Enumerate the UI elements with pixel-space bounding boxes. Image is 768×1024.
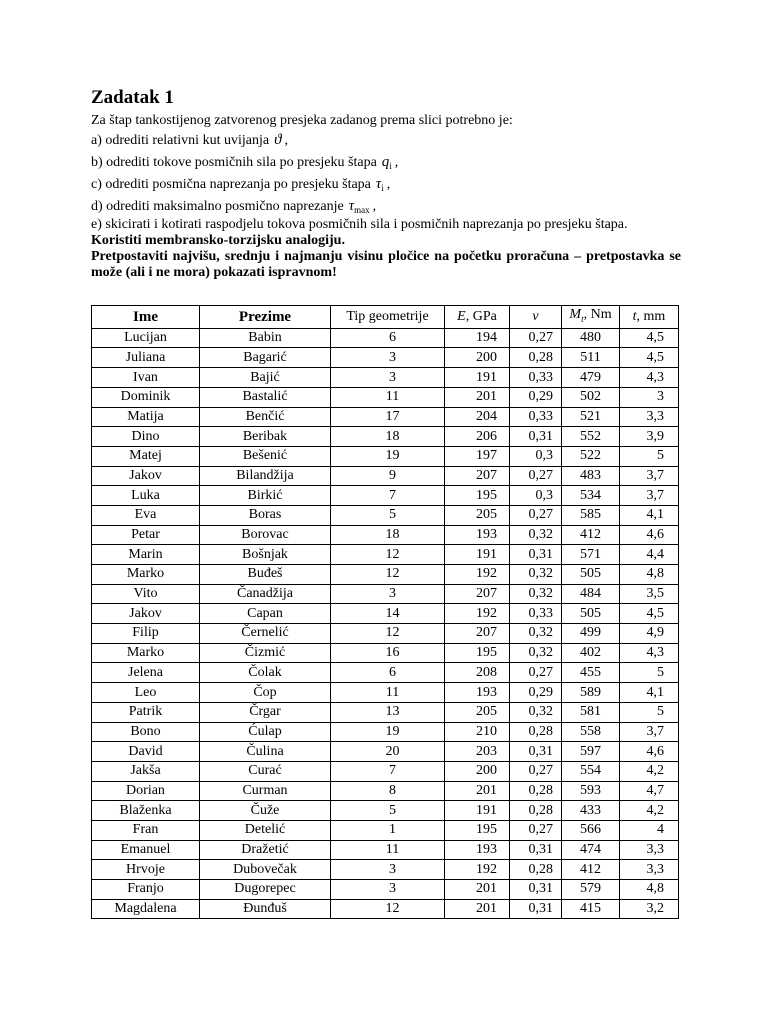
cell-mt: 593 bbox=[562, 781, 620, 801]
cell-mt: 480 bbox=[562, 328, 620, 348]
header-mt bbox=[562, 306, 620, 329]
cell-prezime: Birkić bbox=[200, 486, 331, 506]
cell-tip: 19 bbox=[331, 722, 445, 742]
cell-nu: 0,3 bbox=[510, 446, 562, 466]
cell-nu: 0,33 bbox=[510, 368, 562, 388]
cell-ime: Matija bbox=[92, 407, 200, 427]
cell-t: 3,7 bbox=[620, 722, 679, 742]
cell-mt: 499 bbox=[562, 624, 620, 644]
cell-nu: 0,32 bbox=[510, 584, 562, 604]
cell-e: 195 bbox=[445, 643, 510, 663]
task-text: b) odrediti tokove posmičnih sila po presjeku štapa bbox=[91, 155, 377, 170]
cell-ime: David bbox=[92, 742, 200, 762]
cell-tip: 18 bbox=[331, 427, 445, 447]
header-mt-sub: t bbox=[581, 313, 584, 324]
cell-ime: Dominik bbox=[92, 387, 200, 407]
cell-mt: 597 bbox=[562, 742, 620, 762]
cell-e: 200 bbox=[445, 348, 510, 368]
cell-ime: Dorian bbox=[92, 781, 200, 801]
table-row bbox=[92, 742, 679, 762]
cell-e: 201 bbox=[445, 781, 510, 801]
page-title: Zadatak 1 bbox=[91, 87, 174, 108]
table-row bbox=[92, 505, 679, 525]
cell-prezime: Černelić bbox=[200, 624, 331, 644]
table-row bbox=[92, 525, 679, 545]
cell-ime: Emanuel bbox=[92, 840, 200, 860]
cell-tip: 9 bbox=[331, 466, 445, 486]
cell-t: 4,1 bbox=[620, 683, 679, 703]
cell-tip: 6 bbox=[331, 663, 445, 683]
cell-ime: Marko bbox=[92, 643, 200, 663]
cell-prezime: Đunđuš bbox=[200, 899, 331, 919]
cell-nu: 0,29 bbox=[510, 683, 562, 703]
cell-t: 4 bbox=[620, 820, 679, 840]
task-text: d) odrediti maksimalno posmično naprezanje bbox=[91, 199, 344, 214]
cell-e: 195 bbox=[445, 820, 510, 840]
table-row bbox=[92, 604, 679, 624]
cell-e: 197 bbox=[445, 446, 510, 466]
cell-e: 201 bbox=[445, 387, 510, 407]
cell-ime: Bono bbox=[92, 722, 200, 742]
cell-t: 4,7 bbox=[620, 781, 679, 801]
cell-ime: Leo bbox=[92, 683, 200, 703]
intro-text: Za štap tankostijenog zatvorenog presjeka zadanog prema slici potrebno je: bbox=[91, 113, 513, 128]
cell-tip: 14 bbox=[331, 604, 445, 624]
task-end: , bbox=[386, 177, 391, 192]
cell-nu: 0,28 bbox=[510, 722, 562, 742]
table-row bbox=[92, 584, 679, 604]
cell-ime: Hrvoje bbox=[92, 860, 200, 880]
cell-nu: 0,28 bbox=[510, 781, 562, 801]
task-symbol-sub: i bbox=[381, 183, 384, 193]
cell-prezime: Čanadžija bbox=[200, 584, 331, 604]
cell-tip: 11 bbox=[331, 387, 445, 407]
cell-e: 193 bbox=[445, 840, 510, 860]
cell-ime: Fran bbox=[92, 820, 200, 840]
cell-t: 4,5 bbox=[620, 604, 679, 624]
task-symbol bbox=[376, 176, 384, 192]
cell-tip: 19 bbox=[331, 446, 445, 466]
table-row bbox=[92, 466, 679, 486]
task-item bbox=[91, 173, 681, 195]
cell-ime: Petar bbox=[92, 525, 200, 545]
cell-nu: 0,27 bbox=[510, 466, 562, 486]
cell-mt: 579 bbox=[562, 880, 620, 900]
cell-prezime: Črgar bbox=[200, 702, 331, 722]
cell-nu: 0,28 bbox=[510, 348, 562, 368]
cell-mt: 483 bbox=[562, 466, 620, 486]
header-e bbox=[445, 306, 510, 329]
cell-tip: 7 bbox=[331, 486, 445, 506]
cell-e: 195 bbox=[445, 486, 510, 506]
cell-mt: 534 bbox=[562, 486, 620, 506]
header-t-unit: , mm bbox=[636, 308, 666, 324]
cell-nu: 0,27 bbox=[510, 505, 562, 525]
cell-ime: Ivan bbox=[92, 368, 200, 388]
cell-e: 192 bbox=[445, 604, 510, 624]
cell-mt: 502 bbox=[562, 387, 620, 407]
cell-e: 201 bbox=[445, 899, 510, 919]
table-row bbox=[92, 486, 679, 506]
cell-e: 194 bbox=[445, 328, 510, 348]
cell-nu: 0,28 bbox=[510, 801, 562, 821]
cell-t: 4,2 bbox=[620, 761, 679, 781]
table-row bbox=[92, 880, 679, 900]
cell-prezime: Bilandžija bbox=[200, 466, 331, 486]
cell-prezime: Bastalić bbox=[200, 387, 331, 407]
table-row bbox=[92, 427, 679, 447]
cell-tip: 7 bbox=[331, 761, 445, 781]
cell-t: 4,3 bbox=[620, 643, 679, 663]
table-row bbox=[92, 840, 679, 860]
cell-prezime: Beribak bbox=[200, 427, 331, 447]
cell-nu: 0,27 bbox=[510, 761, 562, 781]
table-row bbox=[92, 387, 679, 407]
task-text: a) odrediti relativni kut uvijanja bbox=[91, 133, 270, 148]
cell-t: 3,3 bbox=[620, 407, 679, 427]
cell-ime: Patrik bbox=[92, 702, 200, 722]
cell-mt: 581 bbox=[562, 702, 620, 722]
cell-e: 210 bbox=[445, 722, 510, 742]
cell-e: 208 bbox=[445, 663, 510, 683]
cell-ime: Marin bbox=[92, 545, 200, 565]
cell-prezime: Dubovečak bbox=[200, 860, 331, 880]
cell-ime: Marko bbox=[92, 565, 200, 585]
cell-tip: 12 bbox=[331, 545, 445, 565]
task-symbol-main: τ bbox=[348, 198, 355, 214]
table-row bbox=[92, 446, 679, 466]
cell-prezime: Ćulap bbox=[200, 722, 331, 742]
cell-nu: 0,33 bbox=[510, 407, 562, 427]
cell-mt: 522 bbox=[562, 446, 620, 466]
cell-nu: 0,29 bbox=[510, 387, 562, 407]
cell-prezime: Boras bbox=[200, 505, 331, 525]
cell-nu: 0,28 bbox=[510, 860, 562, 880]
cell-prezime: Čop bbox=[200, 683, 331, 703]
cell-ime: Jakov bbox=[92, 466, 200, 486]
task-symbol-main: q bbox=[381, 154, 390, 170]
cell-prezime: Čulina bbox=[200, 742, 331, 762]
cell-tip: 11 bbox=[331, 840, 445, 860]
cell-prezime: Capan bbox=[200, 604, 331, 624]
task-end: , bbox=[284, 133, 288, 148]
cell-nu: 0,31 bbox=[510, 427, 562, 447]
cell-t: 5 bbox=[620, 663, 679, 683]
cell-prezime: Čolak bbox=[200, 663, 331, 683]
table-row bbox=[92, 781, 679, 801]
cell-t: 4,6 bbox=[620, 525, 679, 545]
cell-nu: 0,31 bbox=[510, 899, 562, 919]
cell-tip: 3 bbox=[331, 348, 445, 368]
cell-tip: 3 bbox=[331, 860, 445, 880]
cell-ime: Jakša bbox=[92, 761, 200, 781]
cell-t: 5 bbox=[620, 702, 679, 722]
cell-tip: 6 bbox=[331, 328, 445, 348]
table-row bbox=[92, 624, 679, 644]
cell-ime: Magdalena bbox=[92, 899, 200, 919]
cell-prezime: Bagarić bbox=[200, 348, 331, 368]
cell-nu: 0,33 bbox=[510, 604, 562, 624]
cell-tip: 12 bbox=[331, 565, 445, 585]
cell-e: 204 bbox=[445, 407, 510, 427]
table-row bbox=[92, 545, 679, 565]
cell-t: 4,4 bbox=[620, 545, 679, 565]
table-row bbox=[92, 860, 679, 880]
cell-mt: 571 bbox=[562, 545, 620, 565]
cell-e: 207 bbox=[445, 584, 510, 604]
cell-prezime: Borovac bbox=[200, 525, 331, 545]
cell-t: 4,2 bbox=[620, 801, 679, 821]
cell-mt: 552 bbox=[562, 427, 620, 447]
cell-t: 3,3 bbox=[620, 860, 679, 880]
cell-nu: 0,31 bbox=[510, 742, 562, 762]
task-e: e) skicirati i kotirati raspodjelu tokova posmičnih sila i posmičnih naprezanja po presjeku štapa. bbox=[91, 217, 628, 232]
table-row bbox=[92, 683, 679, 703]
cell-e: 193 bbox=[445, 683, 510, 703]
table-row bbox=[92, 820, 679, 840]
cell-mt: 412 bbox=[562, 860, 620, 880]
table-row bbox=[92, 407, 679, 427]
table-row bbox=[92, 722, 679, 742]
cell-nu: 0,27 bbox=[510, 663, 562, 683]
cell-e: 192 bbox=[445, 565, 510, 585]
cell-prezime: Detelić bbox=[200, 820, 331, 840]
cell-ime: Luka bbox=[92, 486, 200, 506]
cell-nu: 0,3 bbox=[510, 486, 562, 506]
cell-mt: 585 bbox=[562, 505, 620, 525]
cell-t: 3,7 bbox=[620, 466, 679, 486]
cell-tip: 13 bbox=[331, 702, 445, 722]
cell-mt: 402 bbox=[562, 643, 620, 663]
cell-mt: 505 bbox=[562, 565, 620, 585]
cell-tip: 12 bbox=[331, 899, 445, 919]
cell-mt: 558 bbox=[562, 722, 620, 742]
header-t-symbol: t bbox=[632, 308, 637, 324]
cell-nu: 0,31 bbox=[510, 880, 562, 900]
cell-t: 4,8 bbox=[620, 880, 679, 900]
cell-tip: 1 bbox=[331, 820, 445, 840]
cell-e: 207 bbox=[445, 466, 510, 486]
cell-tip: 16 bbox=[331, 643, 445, 663]
task-end: , bbox=[394, 155, 399, 170]
cell-ime: Eva bbox=[92, 505, 200, 525]
cell-e: 205 bbox=[445, 702, 510, 722]
task-item bbox=[91, 195, 681, 217]
table-row bbox=[92, 348, 679, 368]
header-mt-symbol: M bbox=[569, 307, 582, 322]
cell-mt: 412 bbox=[562, 525, 620, 545]
cell-e: 203 bbox=[445, 742, 510, 762]
cell-ime: Juliana bbox=[92, 348, 200, 368]
task-symbol-main: ϑ bbox=[274, 132, 282, 148]
cell-e: 191 bbox=[445, 368, 510, 388]
header-nu-symbol: ν bbox=[532, 308, 539, 324]
cell-t: 4,3 bbox=[620, 368, 679, 388]
cell-tip: 3 bbox=[331, 880, 445, 900]
cell-nu: 0,32 bbox=[510, 525, 562, 545]
cell-e: 201 bbox=[445, 880, 510, 900]
cell-t: 3,2 bbox=[620, 899, 679, 919]
cell-tip: 5 bbox=[331, 801, 445, 821]
table-row bbox=[92, 565, 679, 585]
cell-t: 3,5 bbox=[620, 584, 679, 604]
header-nu bbox=[510, 306, 562, 329]
cell-t: 4,1 bbox=[620, 505, 679, 525]
cell-e: 192 bbox=[445, 860, 510, 880]
task-symbol-main: τ bbox=[375, 176, 382, 192]
cell-mt: 455 bbox=[562, 663, 620, 683]
cell-prezime: Bešenić bbox=[200, 446, 331, 466]
cell-e: 193 bbox=[445, 525, 510, 545]
table-row bbox=[92, 368, 679, 388]
task-symbol bbox=[274, 132, 281, 148]
note-assumption: Pretpostaviti najvišu, srednju i najmanju visinu pločice na početku proračuna – pretpostavka se može (ali i ne mora) pokazati ispravnom! bbox=[91, 249, 681, 280]
cell-mt: 484 bbox=[562, 584, 620, 604]
cell-mt: 505 bbox=[562, 604, 620, 624]
cell-prezime: Curman bbox=[200, 781, 331, 801]
cell-tip: 11 bbox=[331, 683, 445, 703]
cell-t: 4,5 bbox=[620, 328, 679, 348]
cell-ime: Filip bbox=[92, 624, 200, 644]
cell-prezime: Curać bbox=[200, 761, 331, 781]
cell-nu: 0,27 bbox=[510, 328, 562, 348]
cell-ime: Matej bbox=[92, 446, 200, 466]
header-ime: Ime bbox=[92, 306, 200, 329]
cell-e: 205 bbox=[445, 505, 510, 525]
task-list bbox=[91, 129, 681, 217]
cell-t: 3,7 bbox=[620, 486, 679, 506]
cell-mt: 433 bbox=[562, 801, 620, 821]
cell-tip: 18 bbox=[331, 525, 445, 545]
cell-prezime: Dražetić bbox=[200, 840, 331, 860]
task-symbol bbox=[349, 198, 370, 214]
cell-mt: 415 bbox=[562, 899, 620, 919]
cell-mt: 566 bbox=[562, 820, 620, 840]
cell-e: 206 bbox=[445, 427, 510, 447]
cell-e: 207 bbox=[445, 624, 510, 644]
cell-nu: 0,31 bbox=[510, 545, 562, 565]
cell-nu: 0,32 bbox=[510, 565, 562, 585]
task-text: c) odrediti posmična naprezanja po presjeku štapa bbox=[91, 177, 371, 192]
cell-ime: Vito bbox=[92, 584, 200, 604]
cell-mt: 554 bbox=[562, 761, 620, 781]
cell-t: 4,5 bbox=[620, 348, 679, 368]
table-row bbox=[92, 801, 679, 821]
cell-ime: Blaženka bbox=[92, 801, 200, 821]
cell-e: 191 bbox=[445, 545, 510, 565]
table-row bbox=[92, 328, 679, 348]
header-e-unit: , GPa bbox=[465, 308, 497, 324]
cell-tip: 5 bbox=[331, 505, 445, 525]
cell-t: 4,9 bbox=[620, 624, 679, 644]
cell-e: 191 bbox=[445, 801, 510, 821]
cell-tip: 3 bbox=[331, 584, 445, 604]
student-data-table bbox=[91, 305, 679, 919]
header-prezime: Prezime bbox=[200, 306, 331, 329]
cell-e: 200 bbox=[445, 761, 510, 781]
document-body bbox=[91, 86, 681, 281]
cell-t: 3,9 bbox=[620, 427, 679, 447]
cell-ime: Jakov bbox=[92, 604, 200, 624]
table-row bbox=[92, 761, 679, 781]
cell-mt: 474 bbox=[562, 840, 620, 860]
task-symbol-sub: max bbox=[354, 205, 370, 215]
task-item bbox=[91, 151, 681, 173]
cell-nu: 0,32 bbox=[510, 624, 562, 644]
header-tip: Tip geometrije bbox=[331, 306, 445, 329]
cell-prezime: Čuže bbox=[200, 801, 331, 821]
cell-prezime: Buđeš bbox=[200, 565, 331, 585]
table-body bbox=[92, 328, 679, 919]
cell-t: 3,3 bbox=[620, 840, 679, 860]
cell-prezime: Bajić bbox=[200, 368, 331, 388]
cell-ime: Franjo bbox=[92, 880, 200, 900]
cell-prezime: Babin bbox=[200, 328, 331, 348]
cell-t: 4,6 bbox=[620, 742, 679, 762]
note-analogy: Koristiti membransko-torzijsku analogiju. bbox=[91, 233, 345, 248]
cell-tip: 20 bbox=[331, 742, 445, 762]
cell-nu: 0,27 bbox=[510, 820, 562, 840]
cell-nu: 0,32 bbox=[510, 702, 562, 722]
cell-prezime: Benčić bbox=[200, 407, 331, 427]
cell-prezime: Čizmić bbox=[200, 643, 331, 663]
cell-prezime: Bošnjak bbox=[200, 545, 331, 565]
task-symbol-sub: i bbox=[389, 161, 392, 171]
table-row bbox=[92, 702, 679, 722]
header-e-symbol: E bbox=[457, 308, 466, 324]
cell-mt: 479 bbox=[562, 368, 620, 388]
task-end: , bbox=[372, 199, 377, 214]
table-header-row bbox=[92, 306, 679, 329]
cell-ime: Jelena bbox=[92, 663, 200, 683]
table-row bbox=[92, 899, 679, 919]
cell-tip: 12 bbox=[331, 624, 445, 644]
task-symbol bbox=[382, 154, 392, 170]
cell-tip: 3 bbox=[331, 368, 445, 388]
table-row bbox=[92, 643, 679, 663]
header-mt-unit: , Nm bbox=[583, 307, 612, 322]
cell-nu: 0,32 bbox=[510, 643, 562, 663]
cell-mt: 521 bbox=[562, 407, 620, 427]
cell-mt: 589 bbox=[562, 683, 620, 703]
cell-ime: Dino bbox=[92, 427, 200, 447]
cell-mt: 511 bbox=[562, 348, 620, 368]
cell-t: 4,8 bbox=[620, 565, 679, 585]
cell-t: 5 bbox=[620, 446, 679, 466]
task-item bbox=[91, 129, 681, 151]
cell-nu: 0,31 bbox=[510, 840, 562, 860]
cell-t: 3 bbox=[620, 387, 679, 407]
cell-tip: 17 bbox=[331, 407, 445, 427]
header-t bbox=[620, 306, 679, 329]
table-row bbox=[92, 663, 679, 683]
cell-tip: 8 bbox=[331, 781, 445, 801]
cell-ime: Lucijan bbox=[92, 328, 200, 348]
cell-prezime: Dugorepec bbox=[200, 880, 331, 900]
